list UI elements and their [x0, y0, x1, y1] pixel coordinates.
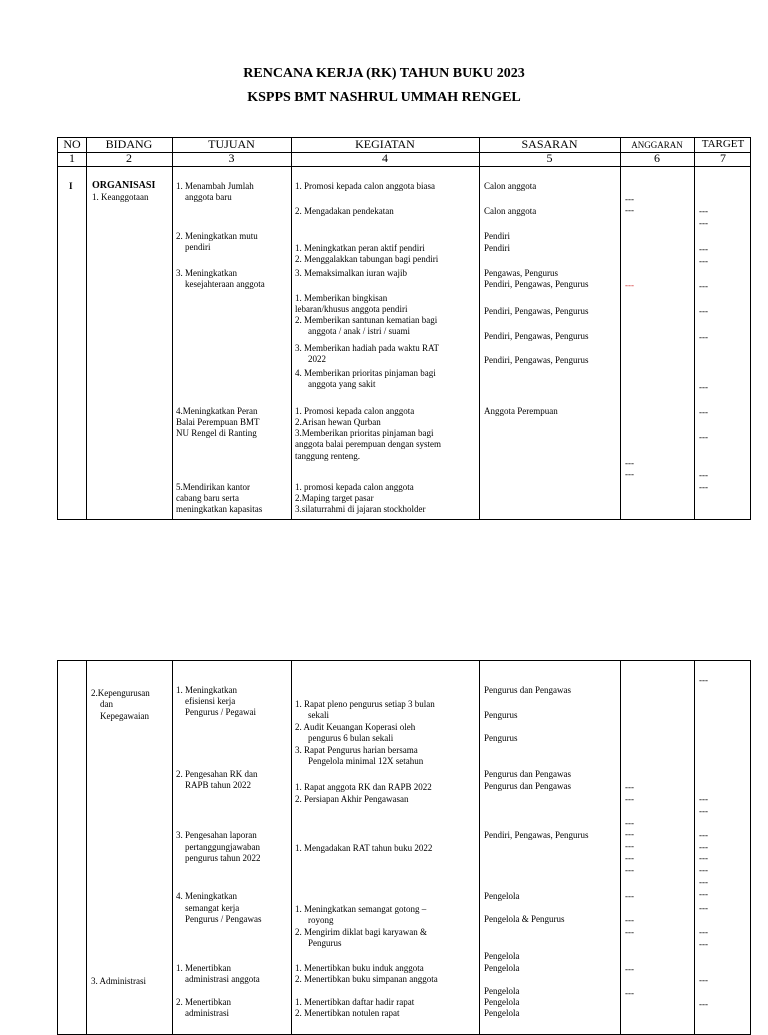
kegiatan-text: tanggung renteng.: [295, 451, 360, 461]
kegiatan-text: 1. Meningkatkan peran aktif pendiri: [295, 243, 425, 253]
target-dash: ---: [699, 382, 708, 392]
target-dash: ---: [699, 332, 708, 342]
tujuan-text: meningkatkan kapasitas: [176, 504, 263, 514]
kegiatan-text: anggota / anak / istri / suami: [308, 326, 410, 336]
target-dash: ---: [699, 877, 708, 887]
sasaran-text: Pendiri, Pengawas, Pengurus: [484, 279, 589, 289]
tujuan-text: 4. Meningkatkan: [176, 891, 237, 901]
tujuan-text: administrasi: [185, 1008, 229, 1018]
kegiatan-text: 3. Rapat Pengurus harian bersama: [295, 745, 418, 755]
tujuan-text: Pengurus / Pengawas: [185, 914, 262, 924]
kegiatan-text: 2022: [308, 354, 326, 364]
tujuan-text: pengurus tahun 2022: [185, 853, 261, 863]
bidang-text: Kepegawaian: [100, 711, 149, 721]
sasaran-text: Pendiri, Pengawas, Pengurus: [484, 331, 589, 341]
sasaran-text: Pengurus: [484, 733, 518, 743]
target-dash: ---: [699, 842, 708, 852]
target-dash: ---: [699, 218, 708, 228]
kegiatan-text: 2. Mengadakan pendekatan: [295, 206, 394, 216]
document-title: RENCANA KERJA (RK) TAHUN BUKU 2023: [243, 66, 525, 81]
sasaran-text: Pendiri, Pengawas, Pengurus: [484, 355, 589, 365]
kegiatan-text: 1. promosi kepada calon anggota: [295, 482, 414, 492]
bidang-organisasi: ORGANISASI: [92, 180, 156, 191]
kegiatan-text: 3. Memberikan hadiah pada waktu RAT: [295, 343, 439, 353]
target-dash: ---: [699, 306, 708, 316]
target-dash: ---: [699, 482, 708, 492]
header-tujuan: TUJUAN: [208, 137, 255, 151]
anggaran-dash: ---: [625, 853, 634, 863]
target-dash: ---: [699, 432, 708, 442]
anggaran-dash: ---: [625, 829, 634, 839]
tujuan-text: pertanggungjawaban: [185, 842, 260, 852]
target-dash: ---: [699, 889, 708, 899]
sasaran-text: Pendiri, Pengawas, Pengurus: [484, 306, 589, 316]
sasaran-text: Calon anggota: [484, 181, 537, 191]
kegiatan-text: 2. Audit Keuangan Koperasi oleh: [295, 722, 416, 732]
kegiatan-text: 1. Promosi kepada calon anggota: [295, 406, 415, 416]
tujuan-text: 2. Menertibkan: [176, 997, 231, 1007]
tujuan-text: Balai Perempuan BMT: [176, 417, 260, 427]
header-kegiatan: KEGIATAN: [355, 137, 415, 151]
sasaran-text: Pengurus dan Pengawas: [484, 769, 571, 779]
sasaran-text: Pendiri, Pengawas, Pengurus: [484, 830, 589, 840]
kegiatan-text: pengurus 6 bulan sekali: [308, 733, 394, 743]
tujuan-text: Pengurus / Pegawai: [185, 707, 256, 717]
tujuan-text: 2. Pengesahan RK dan: [176, 769, 258, 779]
section-number: I: [69, 181, 73, 191]
tujuan-text: administrasi anggota: [185, 974, 260, 984]
kegiatan-text: 2. Persiapan Akhir Pengawasan: [295, 794, 409, 804]
kegiatan-text: 1. Promosi kepada calon anggota biasa: [295, 181, 435, 191]
anggaran-dash: ---: [625, 915, 634, 925]
anggaran-dash: ---: [625, 841, 634, 851]
kegiatan-text: sekali: [308, 710, 329, 720]
tujuan-text: 3. Meningkatkan: [176, 268, 237, 278]
target-dash: ---: [699, 853, 708, 863]
kegiatan-text: 1. Mengadakan RAT tahun buku 2022: [295, 843, 433, 853]
target-dash: ---: [699, 675, 708, 685]
kegiatan-text: 2. Menertibkan notulen rapat: [295, 1008, 400, 1018]
target-dash: ---: [699, 794, 708, 804]
target-dash: ---: [699, 470, 708, 480]
sasaran-text: Pendiri: [484, 243, 510, 253]
kegiatan-text: lebaran/khusus anggota pendiri: [295, 304, 408, 314]
kegiatan-text: 1. Rapat pleno pengurus setiap 3 bulan: [295, 699, 435, 709]
kegiatan-text: 1. Memberikan bingkisan: [295, 293, 388, 303]
kegiatan-text: Pengelola minimal 12X setahun: [308, 756, 424, 766]
kegiatan-text: 2.Arisan hewan Qurban: [295, 417, 381, 427]
target-dash: ---: [699, 975, 708, 985]
anggaran-dash: ---: [625, 280, 634, 290]
anggaran-dash: ---: [625, 865, 634, 875]
kegiatan-text: 4. Memberikan prioritas pinjaman bagi: [295, 368, 436, 378]
anggaran-dash: ---: [625, 818, 634, 828]
kegiatan-text: Pengurus: [308, 938, 342, 948]
sasaran-text: Pengurus dan Pengawas: [484, 781, 571, 791]
sasaran-text: Pengelola: [484, 891, 520, 901]
bidang-keanggotaan: 1. Keanggotaan: [92, 192, 149, 202]
target-dash: ---: [699, 206, 708, 216]
kegiatan-text: 3.silaturrahmi di jajaran stockholder: [295, 504, 426, 514]
sasaran-text: Calon anggota: [484, 206, 537, 216]
tujuan-text: 1. Menambah Jumlah: [176, 181, 254, 191]
target-dash: ---: [699, 281, 708, 291]
col-number-3: 3: [228, 151, 235, 165]
target-dash: ---: [699, 865, 708, 875]
kegiatan-text: 2.Maping target pasar: [295, 493, 374, 503]
sasaran-text: Pengelola: [484, 963, 520, 973]
sasaran-text: Pengelola: [484, 986, 520, 996]
sasaran-text: Pengelola: [484, 1008, 520, 1018]
kegiatan-text: 2. Memberikan santunan kematian bagi: [295, 315, 438, 325]
kegiatan-text: anggota yang sakit: [308, 379, 376, 389]
header-sasaran: SASARAN: [521, 137, 578, 151]
target-dash: ---: [699, 927, 708, 937]
sasaran-text: Pengelola: [484, 997, 520, 1007]
kegiatan-text: 2. Menggalakkan tabungan bagi pendiri: [295, 254, 439, 264]
kegiatan-text: 2. Mengirim diklat bagi karyawan &: [295, 927, 427, 937]
col-number-7: 7: [720, 151, 726, 165]
document-subtitle: KSPPS BMT NASHRUL UMMAH RENGEL: [247, 90, 521, 105]
header-no: NO: [63, 137, 81, 151]
target-dash: ---: [699, 256, 708, 266]
bidang-text: 3. Administrasi: [91, 976, 147, 986]
tujuan-text: 1. Menertibkan: [176, 963, 231, 973]
tujuan-text: pendiri: [185, 242, 211, 252]
tujuan-text: 3. Pengesahan laporan: [176, 830, 257, 840]
sasaran-text: Pendiri: [484, 231, 510, 241]
anggaran-dash: ---: [625, 782, 634, 792]
tujuan-text: 2. Meningkatkan mutu: [176, 231, 258, 241]
anggaran-dash: ---: [625, 205, 634, 215]
kegiatan-text: royong: [308, 915, 334, 925]
col-number-2: 2: [126, 151, 132, 165]
target-dash: ---: [699, 806, 708, 816]
tujuan-text: 4.Meningkatkan Peran: [176, 406, 258, 416]
work-plan-table-1: [57, 137, 751, 520]
anggaran-dash: ---: [625, 927, 634, 937]
work-plan-table-2: [57, 660, 751, 1035]
anggaran-dash: ---: [625, 794, 634, 804]
header-anggaran: ANGGARAN: [631, 140, 683, 150]
anggaran-dash: ---: [625, 964, 634, 974]
target-dash: ---: [699, 999, 708, 1009]
sasaran-text: Pengurus: [484, 710, 518, 720]
kegiatan-text: 1. Menertibkan buku induk anggota: [295, 963, 424, 973]
kegiatan-text: 3. Memaksimalkan iuran wajib: [295, 268, 407, 278]
kegiatan-text: 1. Rapat anggota RK dan RAPB 2022: [295, 782, 432, 792]
kegiatan-text: 3.Memberikan prioritas pinjaman bagi: [295, 428, 434, 438]
anggaran-dash: ---: [625, 988, 634, 998]
tujuan-text: 1. Meningkatkan: [176, 685, 237, 695]
tujuan-text: anggota baru: [185, 192, 232, 202]
sasaran-text: Pengelola: [484, 951, 520, 961]
tujuan-text: NU Rengel di Ranting: [176, 428, 257, 438]
target-dash: ---: [699, 830, 708, 840]
col-number-6: 6: [654, 151, 660, 165]
target-dash: ---: [699, 407, 708, 417]
header-bidang: BIDANG: [105, 137, 153, 151]
tujuan-text: RAPB tahun 2022: [185, 780, 252, 790]
anggaran-dash: ---: [625, 194, 634, 204]
target-dash: ---: [699, 903, 708, 913]
tujuan-text: 5.Mendirikan kantor: [176, 482, 250, 492]
sasaran-text: Pengawas, Pengurus: [484, 268, 558, 278]
header-target: TARGET: [701, 138, 745, 150]
sasaran-text: Pengelola & Pengurus: [484, 914, 565, 924]
bidang-text: 2.Kepengurusan: [91, 688, 150, 698]
sasaran-text: Pengurus dan Pengawas: [484, 685, 571, 695]
kegiatan-text: 1. Menertibkan daftar hadir rapat: [295, 997, 415, 1007]
kegiatan-text: 1. Meningkatkan semangat gotong –: [295, 904, 427, 914]
anggaran-dash: ---: [625, 891, 634, 901]
anggaran-dash: ---: [625, 469, 634, 479]
target-dash: ---: [699, 244, 708, 254]
col-number-5: 5: [546, 151, 553, 165]
tujuan-text: semangat kerja: [185, 903, 240, 913]
col-number-1: 1: [69, 151, 75, 165]
kegiatan-text: anggota balai perempuan dengan system: [295, 439, 441, 449]
tujuan-text: kesejahteraan anggota: [185, 279, 265, 289]
col-number-4: 4: [382, 151, 388, 165]
tujuan-text: cabang baru serta: [176, 493, 239, 503]
sasaran-text: Anggota Perempuan: [484, 406, 558, 416]
target-dash: ---: [699, 939, 708, 949]
kegiatan-text: 2. Menertibkan buku simpanan anggota: [295, 974, 438, 984]
bidang-text: dan: [100, 699, 113, 709]
tujuan-text: efisiensi kerja: [185, 696, 236, 706]
anggaran-dash: ---: [625, 458, 634, 468]
